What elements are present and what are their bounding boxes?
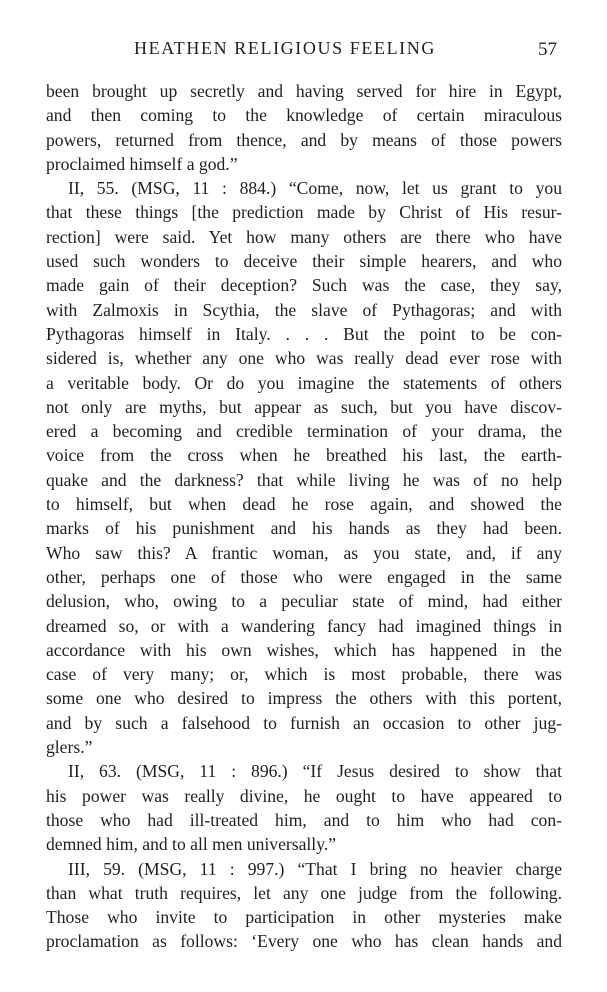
text-line: demned him, and to all men universally.” bbox=[46, 834, 337, 855]
text-line: case of very many; or, which is most probable, there was bbox=[46, 664, 562, 685]
text-line: marks of his punishment and his hands as they had been. bbox=[46, 518, 562, 539]
text-line: Pythagoras himself in Italy. . . . But the point to be con- bbox=[46, 323, 562, 344]
text-line: accordance with his own wishes, which has happened in the bbox=[46, 639, 562, 660]
text-line: used such wonders to deceive their simple hearers, and who bbox=[46, 251, 562, 272]
text-line: sidered is, whether any one who was really dead ever rose with bbox=[46, 348, 562, 369]
text-line: ered a becoming and credible termination of your drama, the bbox=[46, 421, 562, 442]
text-line: glers.” bbox=[46, 737, 93, 758]
text-line: with Zalmoxis in Scythia, the slave of Pythagoras; and with bbox=[46, 299, 562, 320]
text-line: quake and the darkness? that while living he was of no help bbox=[46, 469, 562, 490]
text-line: and by such a falsehood to furnish an occasion to other jug- bbox=[46, 712, 562, 733]
text-line: proclamation as follows: ‘Every one who has clean hands and bbox=[46, 931, 562, 952]
text-line: some one who desired to impress the others with this portent, bbox=[46, 688, 562, 709]
text-line: a veritable body. Or do you imagine the statements of others bbox=[46, 372, 562, 393]
text-line: than what truth requires, let any one judge from the following. bbox=[46, 882, 562, 903]
text-line: his power was really divine, he ought to have appeared to bbox=[46, 785, 562, 806]
text-line: been brought up secretly and having served for hire in Egypt, bbox=[46, 81, 562, 101]
text-line: III, 59. (MSG, 11 : 997.) “That I bring no heavier charge bbox=[68, 858, 562, 879]
text-line: dreamed so, or with a wandering fancy had imagined things in bbox=[46, 615, 562, 636]
running-head-title: HEATHEN RELIGIOUS FEELING bbox=[134, 38, 436, 58]
text-line: that these things [the prediction made by Christ of His resur- bbox=[46, 202, 562, 223]
running-head bbox=[0, 38, 607, 62]
text-line: II, 55. (MSG, 11 : 884.) “Come, now, let us grant to you bbox=[68, 178, 562, 199]
text-line: made gain of their deception? Such was the case, they say, bbox=[46, 275, 562, 296]
text-line: proclaimed himself a god.” bbox=[46, 153, 238, 174]
text-line: powers, returned from thence, and by means of those powers bbox=[46, 129, 562, 150]
text-line: not only are myths, but appear as such, but you have discov- bbox=[46, 396, 562, 417]
text-line: rection] were said. Yet how many others are there who have bbox=[46, 226, 562, 247]
text-line: Who saw this? A frantic woman, as you state, and, if any bbox=[46, 542, 562, 563]
text-line: and then coming to the knowledge of certain miraculous bbox=[46, 105, 562, 126]
page-number: 57 bbox=[538, 39, 557, 60]
text-line: delusion, who, owing to a peculiar state of mind, had either bbox=[46, 591, 562, 612]
text-line: Those who invite to participation in other mysteries make bbox=[46, 907, 562, 928]
text-line: to himself, but when dead he rose again, and showed the bbox=[46, 494, 562, 515]
text-line: those who had ill-treated him, and to him who had con- bbox=[46, 809, 562, 830]
body-text bbox=[46, 79, 562, 954]
text-line: voice from the cross when he breathed his last, the earth- bbox=[46, 445, 562, 466]
text-line: other, perhaps one of those who were engaged in the same bbox=[46, 566, 562, 587]
text-line: II, 63. (MSG, 11 : 896.) “If Jesus desired to show that bbox=[68, 761, 562, 782]
